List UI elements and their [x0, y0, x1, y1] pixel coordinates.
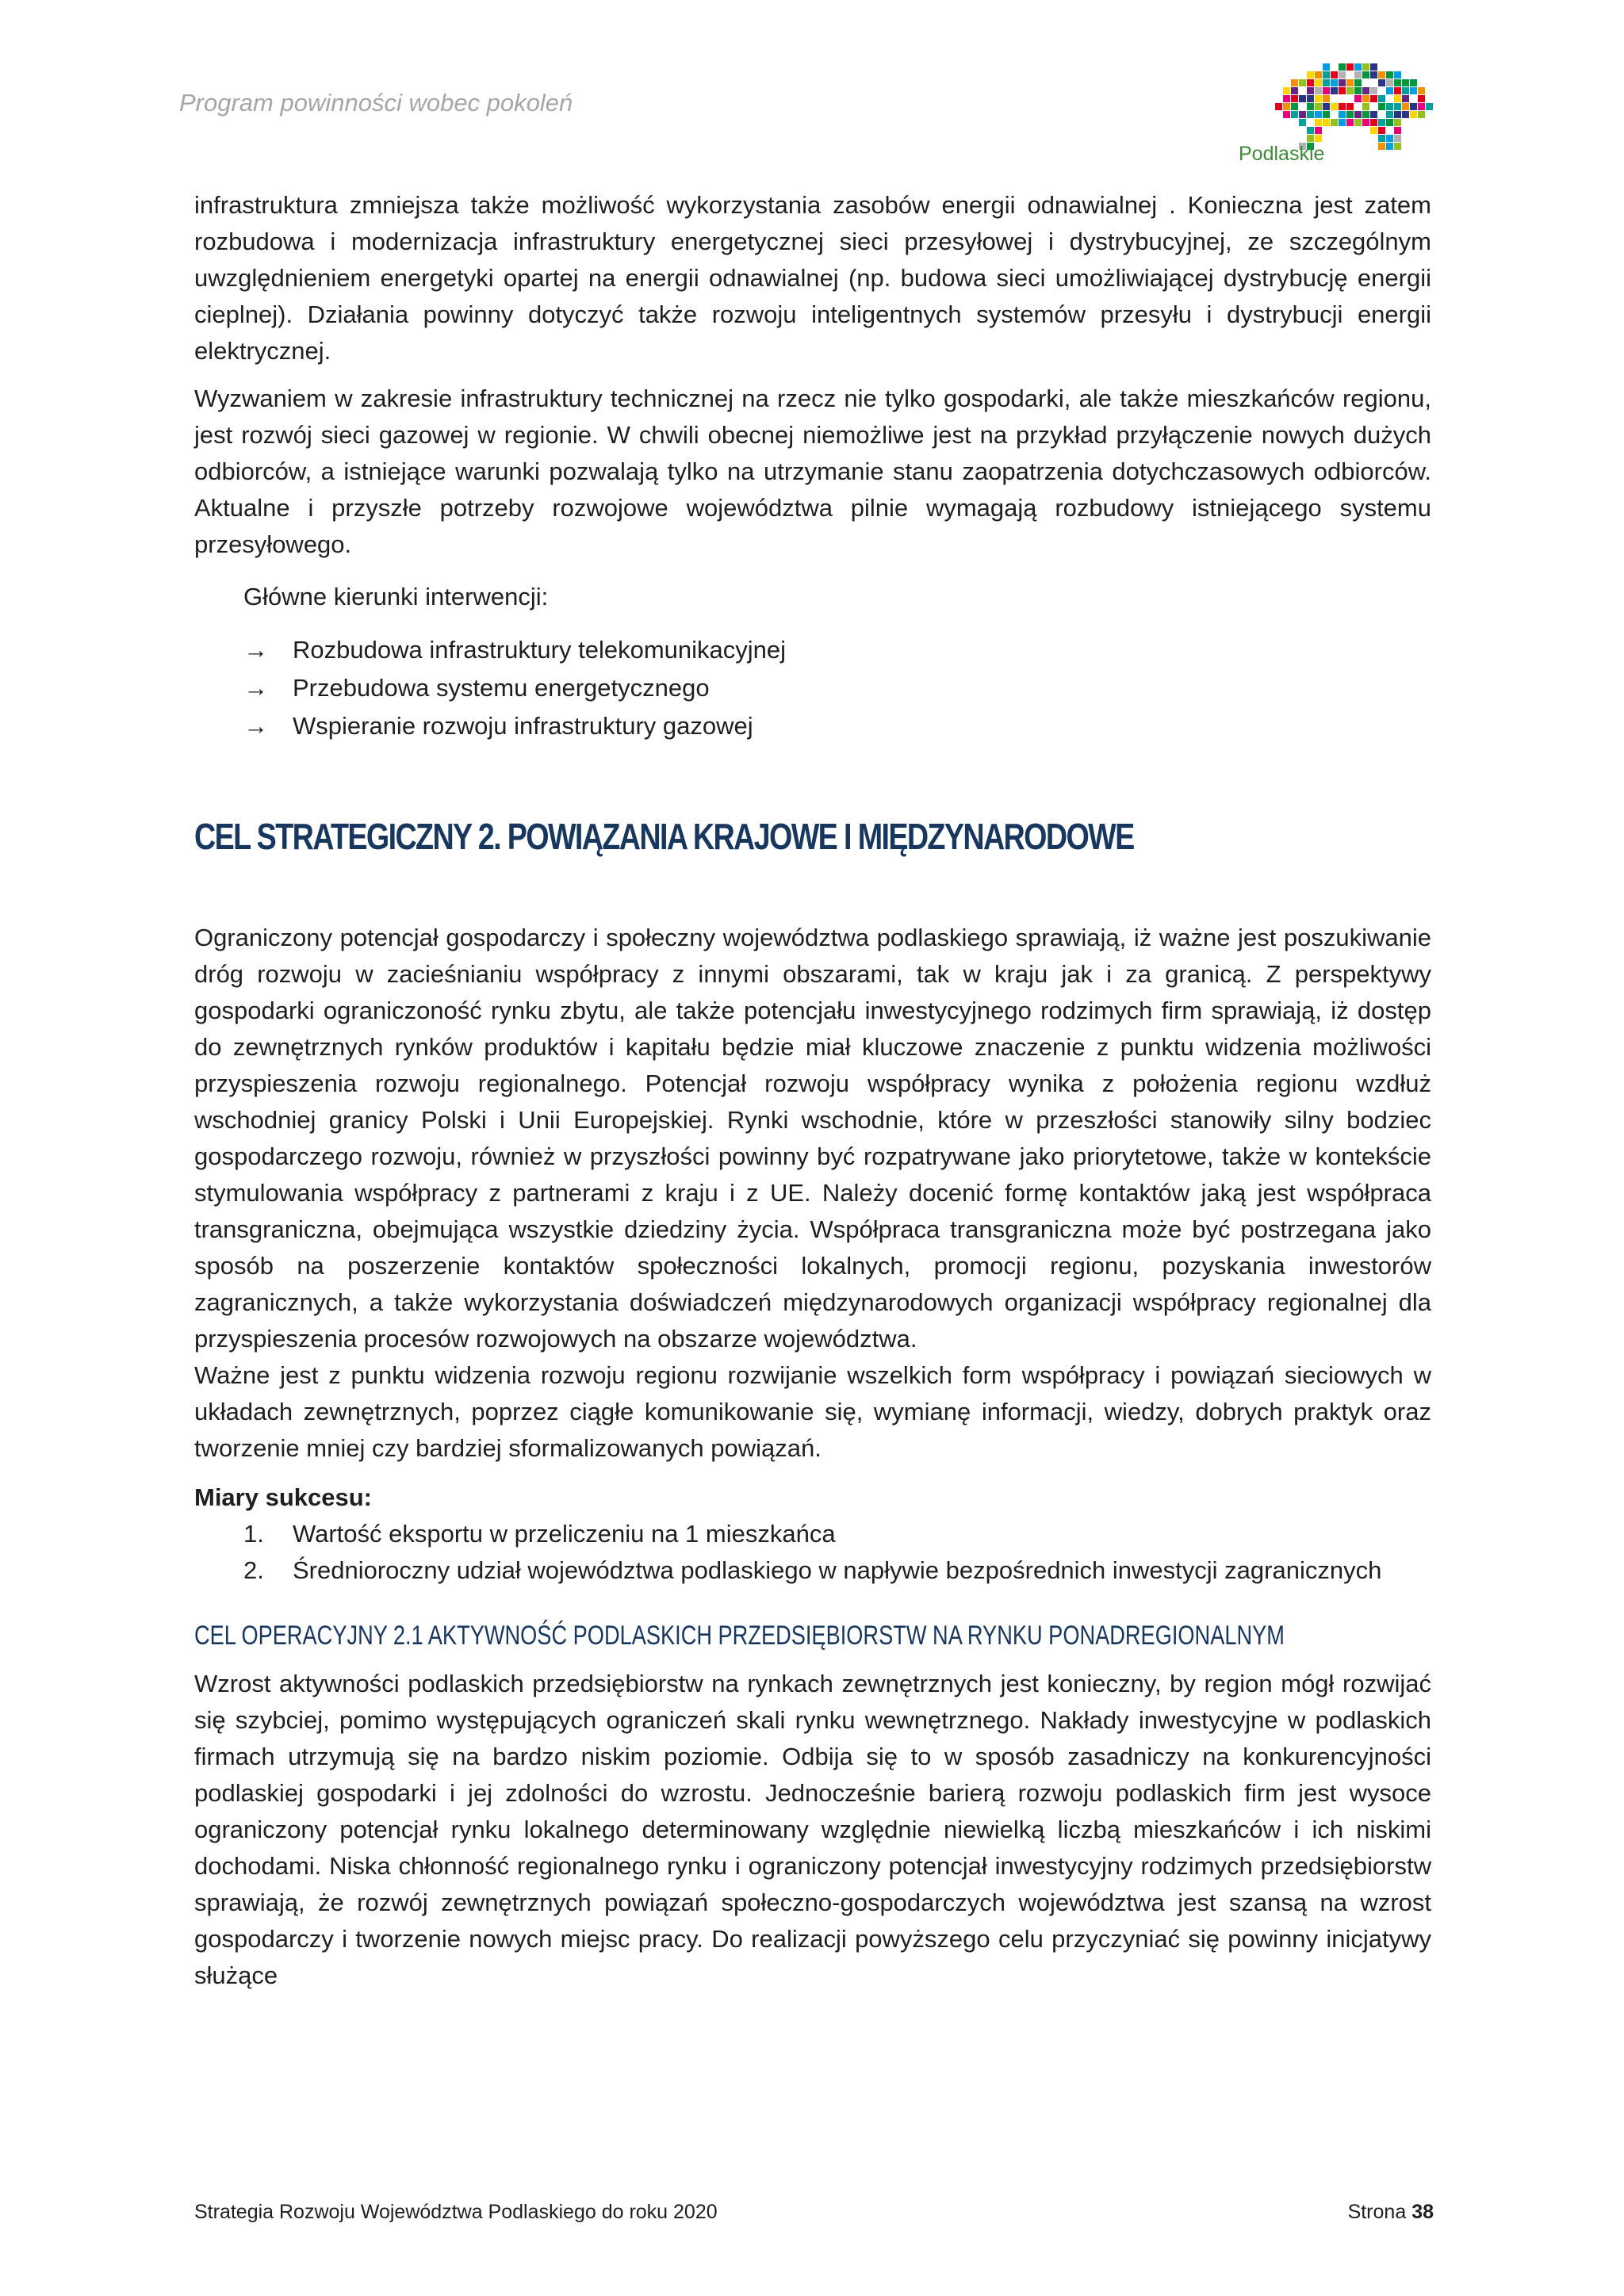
list-item: 2. Średnioroczny udział województwa podlaskiego w napływie bezpośrednich inwestycji zagranicznych [243, 1556, 1382, 1584]
logo-tile [1362, 111, 1369, 118]
logo-tile [1275, 103, 1282, 110]
logo-tile [1307, 127, 1314, 134]
strategic-goal-heading: CEL STRATEGICZNY 2. POWIĄZANIA KRAJOWE I MIĘDZYNARODOWE [194, 816, 1134, 857]
logo-tile [1362, 63, 1369, 71]
logo-tile [1362, 87, 1369, 94]
logo-tile [1299, 119, 1306, 126]
logo-tile [1315, 111, 1322, 118]
paragraph-networks: Ważne jest z punktu widzenia rozwoju regionu rozwijanie wszelkich form współpracy i powiązań sieciowych w układach zewnętrznych, poprzez ciągłe komunikowanie się, wymianę informacji, wiedzy, dobrych praktyk oraz tworzenie mniej czy bardziej sformalizowanych powiązań. [194, 1361, 1431, 1462]
logo-tile [1394, 87, 1401, 94]
list-item: → Przebudowa systemu energetycznego [243, 669, 1431, 707]
list-item: → Wspieranie rozwoju infrastruktury gazowej [243, 707, 1431, 745]
logo-tile [1394, 111, 1401, 118]
logo-tile [1410, 111, 1417, 118]
logo-tile [1418, 95, 1425, 102]
logo-tile [1418, 111, 1425, 118]
logo-tile [1307, 95, 1314, 102]
logo-tile [1418, 103, 1425, 110]
logo-tile [1386, 111, 1393, 118]
logo-tile [1370, 111, 1377, 118]
logo-tile [1307, 103, 1314, 110]
logo-tile [1394, 143, 1401, 150]
logo-tile [1283, 111, 1290, 118]
running-header: Program powinności wobec pokoleń [179, 89, 573, 117]
logo-tile [1323, 103, 1330, 110]
logo-tile [1354, 87, 1362, 94]
logo-tile [1394, 135, 1401, 142]
logo-tile [1354, 111, 1362, 118]
logo-tile [1339, 119, 1346, 126]
logo-tile [1346, 87, 1354, 94]
logo-tile [1394, 79, 1401, 86]
logo-tile [1291, 95, 1298, 102]
logo-tile [1386, 135, 1393, 142]
logo-tile [1354, 119, 1362, 126]
logo-tile [1346, 111, 1354, 118]
logo-tile [1378, 79, 1385, 86]
arrow-right-icon: → [243, 636, 268, 664]
logo-tile [1331, 79, 1338, 86]
logo-tile [1315, 103, 1322, 110]
logo-tile [1394, 71, 1401, 78]
logo-tile [1291, 79, 1298, 86]
logo-tile [1394, 119, 1401, 126]
logo-tile [1410, 87, 1417, 94]
operational-goal-heading: CEL OPERACYJNY 2.1 AKTYWNOŚĆ PODLASKICH PRZEDSIĘBIORSTW NA RYNKU PONADREGIONALNYM [194, 1621, 1285, 1651]
logo-tile [1283, 103, 1290, 110]
list-item: → Rozbudowa infrastruktury telekomunikacyjnej [243, 631, 1431, 669]
paragraph-energy-infrastructure: infrastruktura zmniejsza także możliwość wykorzystania zasobów energii odnawialnej . Konieczna jest zatem rozbudowa i modernizacja infrastruktury energetycznej sieci przesyłowej i dystrybucyjnej, ze szczególnym uwzględnieniem energetyki opartej na energii odnawialnej (np. budowa sieci umożliwiającej dystrybucję energii cieplnej). Działania powinny dotyczyć także rozwoju inteligentnych systemów przesyłu i dystrybucji energii elektrycznej. [194, 191, 1431, 365]
logo-tile [1410, 79, 1417, 86]
arrow-right-icon: → [243, 712, 268, 740]
logo-tile [1354, 79, 1362, 86]
logo-tile [1315, 87, 1322, 94]
logo-tile [1362, 119, 1369, 126]
logo-tile [1362, 71, 1369, 78]
logo-tile [1418, 87, 1425, 94]
logo-tile [1378, 135, 1385, 142]
logo-tile [1362, 103, 1369, 110]
logo-tile [1410, 103, 1417, 110]
logo-tile [1291, 111, 1298, 118]
logo-tile [1354, 95, 1362, 102]
logo-tile [1339, 103, 1346, 110]
logo-tile [1307, 71, 1314, 78]
logo-tile [1362, 95, 1369, 102]
logo-tile [1307, 87, 1314, 94]
logo-tile [1315, 135, 1322, 142]
logo-tile [1291, 103, 1298, 110]
list-item: 1. Wartość eksportu w przeliczeniu na 1 mieszkańca [243, 1520, 836, 1548]
logo-tile [1370, 119, 1377, 126]
logo-tile [1323, 87, 1330, 94]
logo-tile [1394, 127, 1401, 134]
logo-tile [1339, 63, 1346, 71]
logo-tile [1283, 95, 1290, 102]
logo-tile [1299, 95, 1306, 102]
main-content [194, 187, 1431, 1994]
logo-tile [1323, 63, 1330, 71]
logo-tile [1402, 103, 1409, 110]
logo-tile [1346, 119, 1354, 126]
page-number: 38 [1411, 2201, 1434, 2223]
logo-tile [1331, 71, 1338, 78]
logo-tile [1386, 119, 1393, 126]
logo-tile [1323, 111, 1330, 118]
logo-tile [1402, 79, 1409, 86]
logo-tile [1339, 79, 1346, 86]
logo-tile [1378, 119, 1385, 126]
logo-text: Podlaskie [1239, 143, 1325, 165]
logo-tile [1386, 79, 1393, 86]
logo-tile [1370, 95, 1377, 102]
logo-tile [1315, 71, 1322, 78]
logo-tile [1331, 103, 1338, 110]
logo-tile [1394, 95, 1401, 102]
logo-tile [1283, 87, 1290, 94]
directions-label: Główne kierunki interwencji: [243, 583, 549, 610]
logo-tile [1315, 119, 1322, 126]
logo-tile [1307, 111, 1314, 118]
logo-tile [1426, 103, 1433, 110]
logo-tile [1386, 87, 1393, 94]
logo-tile [1299, 79, 1306, 86]
success-measures-list [194, 1516, 1431, 1589]
logo-tile [1299, 111, 1306, 118]
logo-tile [1386, 143, 1393, 150]
logo-tile [1307, 79, 1314, 86]
logo-tile [1378, 103, 1385, 110]
logo-tile [1378, 95, 1385, 102]
logo-tile [1386, 71, 1393, 78]
logo-tile [1346, 63, 1354, 71]
logo-tile [1378, 71, 1385, 78]
success-measures-label: Miary sukcesu: [194, 1483, 372, 1511]
paragraph-gas-network: Wyzwaniem w zakresie infrastruktury technicznej na rzecz nie tylko gospodarki, ale także mieszkańców regionu, jest rozwój sieci gazowej w regionie. W chwili obecnej niemożliwe jest na przykład przyłączenie nowych dużych odbiorców, a istniejące warunki pozwalają tylko na utrzymanie stanu zaopatrzenia dotychczasowych odbiorców. Aktualne i przyszłe potrzeby rozwojowe województwa pilnie wymagają rozbudowy istniejącego systemu przesyłowego. [194, 385, 1431, 558]
logo-tile [1315, 127, 1322, 134]
logo-tile [1370, 71, 1377, 78]
logo-tile [1331, 87, 1338, 94]
logo-tile [1323, 79, 1330, 86]
paragraph-cooperation: Ograniczony potencjał gospodarczy i społeczny województwa podlaskiego sprawiają, iż ważne jest poszukiwanie dróg rozwoju w zacieśnianiu współpracy z innymi obszarami, tak w kraju jak i za granicą. Z perspektywy gospodarki ograniczoność rynku zbytu, ale także potencjału inwestycyjnego rodzimych firm sprawiają, iż dostęp do zewnętrznych rynków produktów i kapitału będzie miał kluczowe znaczenie z punktu widzenia możliwości przyspieszenia rozwoju regionalnego. Potencjał rozwoju współpracy wynika z położenia regionu wzdłuż wschodniej granicy Polski i Unii Europejskiej. Rynki wschodnie, które w przeszłości stanowiły silny bodziec gospodarczego rozwoju, również w przyszłości powinny być rozpatrywane jako priorytetowe, także w kontekście stymulowania współpracy z partnerami z kraju i z UE. Należy docenić formę kontaktów jaką jest współpraca transgraniczna, obejmująca wszystkie dziedziny życia. Współpraca transgraniczna może być postrzegana jako sposób na poszerzenie kontaktów społeczności lokalnych, promocji regionu, pozyskania inwestorów zagranicznych, a także wykorzystania doświadczeń międzynarodowych organizacji współpracy regionalnej dla przyspieszenia procesów rozwojowych na obszarze województwa. [194, 924, 1431, 1353]
logo-tile [1354, 71, 1362, 78]
logo-tile [1346, 103, 1354, 110]
logo-tile [1402, 95, 1409, 102]
logo-tile [1386, 103, 1393, 110]
logo-tile [1339, 71, 1346, 78]
logo-tile [1339, 87, 1346, 94]
directions-list [194, 631, 1431, 745]
logo-tile [1378, 143, 1385, 150]
logo-tile [1378, 127, 1385, 134]
logo-tile [1323, 95, 1330, 102]
arrow-right-icon: → [243, 674, 268, 702]
logo-tile [1370, 87, 1377, 94]
logo-tile [1315, 95, 1322, 102]
logo-tile [1402, 111, 1409, 118]
logo-tile [1323, 71, 1330, 78]
footer-page: Strona 38 [1347, 2201, 1434, 2223]
logo-tile [1315, 79, 1322, 86]
logo-tile [1370, 63, 1377, 71]
logo-tile [1346, 79, 1354, 86]
paragraph-enterprise-activity: Wzrost aktywności podlaskich przedsiębiorstw na rynkach zewnętrznych jest konieczny, by region mógł rozwijać się szybciej, pomimo występujących ograniczeń skali rynku wewnętrznego. Nakłady inwestycyjne w podlaskich firmach utrzymują się na bardzo niskim poziomie. Odbija się to w sposób zasadniczy na konkurencyjności podlaskiej gospodarki i jej zdolności do wzrostu. Jednocześnie barierą rozwoju podlaskich firm jest wysoce ograniczony potencjał rynku lokalnego determinowany względnie niewielką liczbą mieszkańców i ich niskimi dochodami. Niska chłonność regionalnego rynku i ograniczony potencjał inwestycyjny rodzimych przedsiębiorstw sprawiają, że rozwój zewnętrznych powiązań społeczno-gospodarczych województwa jest szansą na wzrost gospodarczy i tworzenie nowych miejsc pracy. Do realizacji powyższego celu przyczyniać się powinny inicjatywy służące [194, 1670, 1431, 1989]
logo-tile [1402, 87, 1409, 94]
logo-tile [1291, 87, 1298, 94]
logo-tile [1323, 119, 1330, 126]
logo-tile [1339, 111, 1346, 118]
logo-tile [1307, 135, 1314, 142]
logo-tile [1331, 119, 1338, 126]
logo-tile [1394, 103, 1401, 110]
footer-title: Strategia Rozwoju Województwa Podlaskiego do roku 2020 [194, 2201, 718, 2223]
logo-tile [1370, 127, 1377, 134]
logo-tile [1354, 63, 1362, 71]
